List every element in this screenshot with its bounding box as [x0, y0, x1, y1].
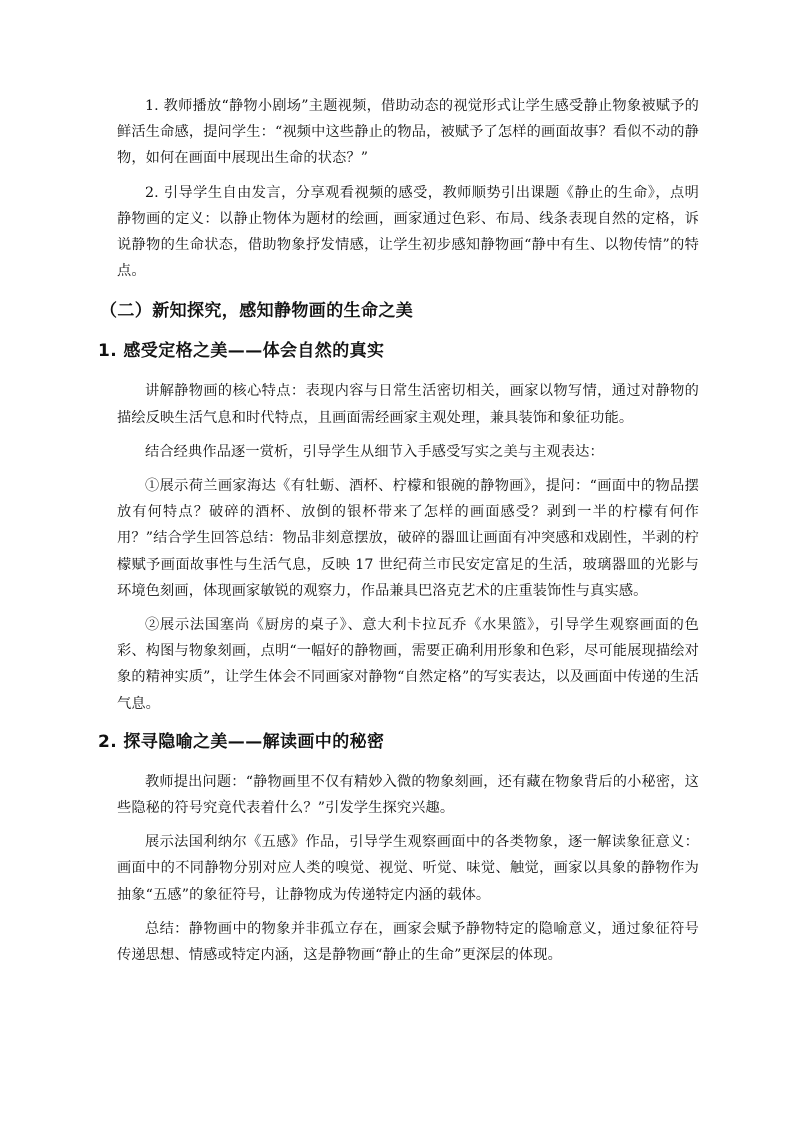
subsection-2-paragraph-2: 展示法国利纳尔《五感》作品，引导学生观察画面中的各类物象，逐一解读象征意义：画面中的不同静物分别对应人类的嗅觉、视觉、听觉、味觉、触觉，画家以具象的静物作为抽象“五感”的象征符号，让静物成为传递特定内涵的载体。 [117, 834, 699, 903]
subsection-1-paragraph-4: ②展示法国塞尚《厨房的桌子》、意大利卡拉瓦乔《水果篮》，引导学生观察画面的色彩、构图与物象刻画，点明“一幅好的静物画，需要正确利用形象和色彩，尽可能展现描绘对象的精神实质”，让学生体会不同画家对静物“自然定格”的写实表达，以及画面中传递的生活气息。 [117, 617, 699, 712]
section-heading-new-knowledge: （二）新知探究，感知静物画的生命之美 [100, 301, 414, 322]
intro-paragraph-1: 1. 教师播放“静物小剧场”主题视频，借助动态的视觉形式让学生感受静止物象被赋予的鲜活生命感，提问学生：“视频中这些静止的物品，被赋予了怎样的画面故事？看似不动的静物，如何在画面中展现出生命的状态？” [117, 98, 699, 167]
subsection-1-paragraph-2: 结合经典作品逐一赏析，引导学生从细节入手感受写实之美与主观表达： [145, 443, 604, 460]
subsection-1-paragraph-1: 讲解静物画的核心特点：表现内容与日常生活密切相关，画家以物写情，通过对静物的描绘反映生活气息和时代特点，且画面需经画家主观处理，兼具装饰和象征功能。 [117, 383, 699, 426]
subsection-heading-1: 1. 感受定格之美——体会自然的真实 [98, 341, 385, 362]
document-body [98, 93, 699, 968]
subsection-1-paragraph-3: ①展示荷兰画家海达《有牡蛎、酒杯、柠檬和银碗的静物画》，提问：“画面中的物品摆放有何特点？破碎的酒杯、放倒的银杯带来了怎样的画面感受？剥到一半的柠檬有何作用？”结合学生回答总结：物品非刻意摆放，破碎的器皿让画面有冲突感和戏剧性，半剥的柠檬赋予画面故事性与生活气息，反映 17 世纪荷兰市民安定富足的生活，玻璃器皿的光影与环境色刻画，体现画家敏锐的观察力，作品兼具巴洛克艺术的庄重装饰性与真实感。 [117, 478, 699, 599]
subsection-2-paragraph-3: 总结：静物画中的物象并非孤立存在，画家会赋予静物特定的隐喻意义，通过象征符号传递思想、情感或特定内涵，这是静物画“静止的生命”更深层的体现。 [117, 920, 699, 964]
subsection-2-paragraph-1: 教师提出问题：“静物画里不仅有精妙入微的物象刻画，还有藏在物象背后的小秘密，这些隐秘的符号究竟代表着什么？”引发学生探究兴趣。 [117, 773, 699, 817]
subsection-heading-2: 2. 探寻隐喻之美——解读画中的秘密 [98, 731, 385, 752]
intro-paragraph-2: 2. 引导学生自由发言，分享观看视频的感受，教师顺势引出课题《静止的生命》，点明静物画的定义：以静止物体为题材的绘画，画家通过色彩、布局、线条表现自然的定格，诉说静物的生命状态，借助物象抒发情感，让学生初步感知静物画“静中有生、以物传情”的特点。 [117, 184, 699, 280]
